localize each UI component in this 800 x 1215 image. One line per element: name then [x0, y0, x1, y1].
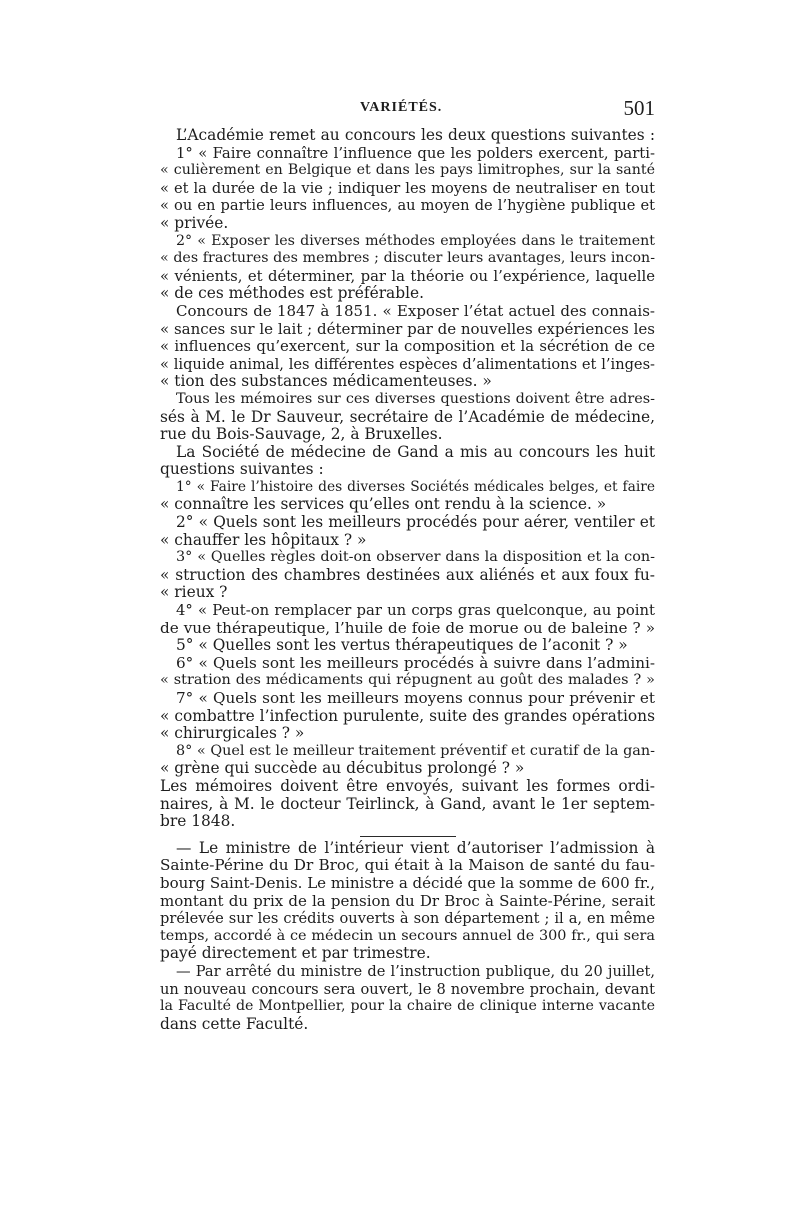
text-line: 4° « Peut-on remplacer par un corps gras quelconque, au point: [176, 602, 655, 620]
text-line: « de ces méthodes est préférable.: [160, 284, 425, 303]
text-line: « grène qui succède au décubitus prolongé ? »: [160, 759, 525, 778]
text-line: rue du Bois-Sauvage, 2, à Bruxelles.: [160, 425, 443, 444]
text-line: un nouveau concours sera ouvert, le 8 novembre prochain, devant: [160, 980, 655, 998]
text-line: « ou en partie leurs influences, au moyen de l’hygiène publique et: [160, 197, 655, 215]
text-line: « chauffer les hôpitaux ? »: [160, 530, 367, 549]
text-line: 1° « Faire l’histoire des diverses Sociétés médicales belges, et faire: [176, 478, 655, 495]
text-line: 3° « Quelles règles doit-on observer dans la disposition et la con-: [176, 549, 655, 566]
text-line: « vénients, et déterminer, par la théorie ou l’expérience, laquelle: [160, 267, 655, 285]
text-line: « liquide animal, les différentes espèces d’alimentations et l’inges-: [160, 355, 655, 373]
text-line: — Le ministre de l’intérieur vient d’autoriser l’admission à: [176, 838, 655, 857]
text-line: La Société de médecine de Gand a mis au concours les huit: [176, 442, 655, 461]
text-line: payé directement et par trimestre.: [160, 944, 431, 963]
text-line: « influences qu’exercent, sur la composition et la sécrétion de ce: [160, 338, 655, 356]
text-line: questions suivantes :: [160, 460, 324, 479]
text-line: bourg Saint-Denis. Le ministre a décidé que la somme de 600 fr.,: [160, 873, 655, 892]
text-line: « privée.: [160, 213, 229, 232]
section-divider: [360, 836, 456, 837]
text-line: « connaître les services qu’elles ont rendu à la science. »: [160, 495, 607, 514]
page-number: 501: [623, 96, 655, 120]
text-line: 8° « Quel est le meilleur traitement préventif et curatif de la gan-: [176, 742, 655, 759]
text-line: « rieux ?: [160, 583, 228, 602]
text-line: « et la durée de la vie ; indiquer les moyens de neutraliser en tout: [160, 179, 655, 197]
text-line: « des fractures des membres ; discuter leurs avantages, leurs incon-: [160, 250, 655, 267]
text-line: L’Académie remet au concours les deux questions suivantes :: [176, 126, 655, 144]
text-line: « culièrement en Belgique et dans les pays limitrophes, sur la santé: [160, 162, 655, 179]
text-line: Concours de 1847 à 1851. « Exposer l’état actuel des connais-: [176, 301, 655, 320]
text-line: « struction des chambres destinées aux aliénés et aux foux fu-: [160, 565, 655, 584]
text-line: la Faculté de Montpellier, pour la chaire de clinique interne vacante: [160, 998, 655, 1015]
text-line: « stration des médicaments qui répugnent au goût des malades ? »: [160, 672, 655, 689]
text-line: de vue thérapeutique, l’huile de foie de morue ou de baleine ? »: [160, 618, 655, 637]
running-head: [160, 96, 655, 122]
text-line: Les mémoires doivent être envoyés, suivant les formes ordi-: [160, 776, 655, 795]
text-line: 5° « Quelles sont les vertus thérapeutiques de l’aconit ? »: [176, 636, 628, 655]
text-line: naires, à M. le docteur Teirlinck, à Gand, avant le 1er septem-: [160, 794, 655, 813]
text-line: 1° « Faire connaître l’influence que les polders exercent, parti-: [176, 144, 655, 162]
body-text: [160, 127, 655, 1033]
text-line: « chirurgicales ? »: [160, 724, 305, 743]
text-line: bre 1848.: [160, 812, 236, 831]
text-line: montant du prix de la pension du Dr Broc à Sainte-Périne, serait: [160, 891, 655, 910]
text-line: « sances sur le lait ; déterminer par de nouvelles expériences les: [160, 319, 655, 338]
text-line: 6° « Quels sont les meilleurs procédés à suivre dans l’admini-: [176, 653, 655, 672]
text-line: « tion des substances médicamenteuses. »: [160, 372, 492, 391]
text-line: temps, accordé à ce médecin un secours annuel de 300 fr., qui sera: [160, 927, 655, 944]
text-line: « combattre l’infection purulente, suite des grandes opérations: [160, 706, 655, 725]
text-line: 2° « Exposer les diverses méthodes employées dans le traitement: [176, 232, 655, 249]
text-line: prélevée sur les crédits ouverts à son département ; il a, en même: [160, 910, 655, 928]
running-title: VARIÉTÉS.: [360, 100, 443, 115]
text-line: — Par arrêté du ministre de l’instruction publique, du 20 juillet,: [176, 962, 655, 980]
text-line: 2° « Quels sont les meilleurs procédés pour aérer, ventiler et: [176, 513, 655, 532]
text-line: 7° « Quels sont les meilleurs moyens connus pour prévenir et: [176, 689, 655, 707]
text-line: Tous les mémoires sur ces diverses questions doivent être adres-: [176, 390, 655, 407]
text-line: dans cette Faculté.: [160, 1014, 309, 1033]
text-line: sés à M. le Dr Sauveur, secrétaire de l’Académie de médecine,: [160, 407, 655, 426]
text-line: Sainte-Périne du Dr Broc, qui était à la Maison de santé du fau-: [160, 856, 655, 875]
